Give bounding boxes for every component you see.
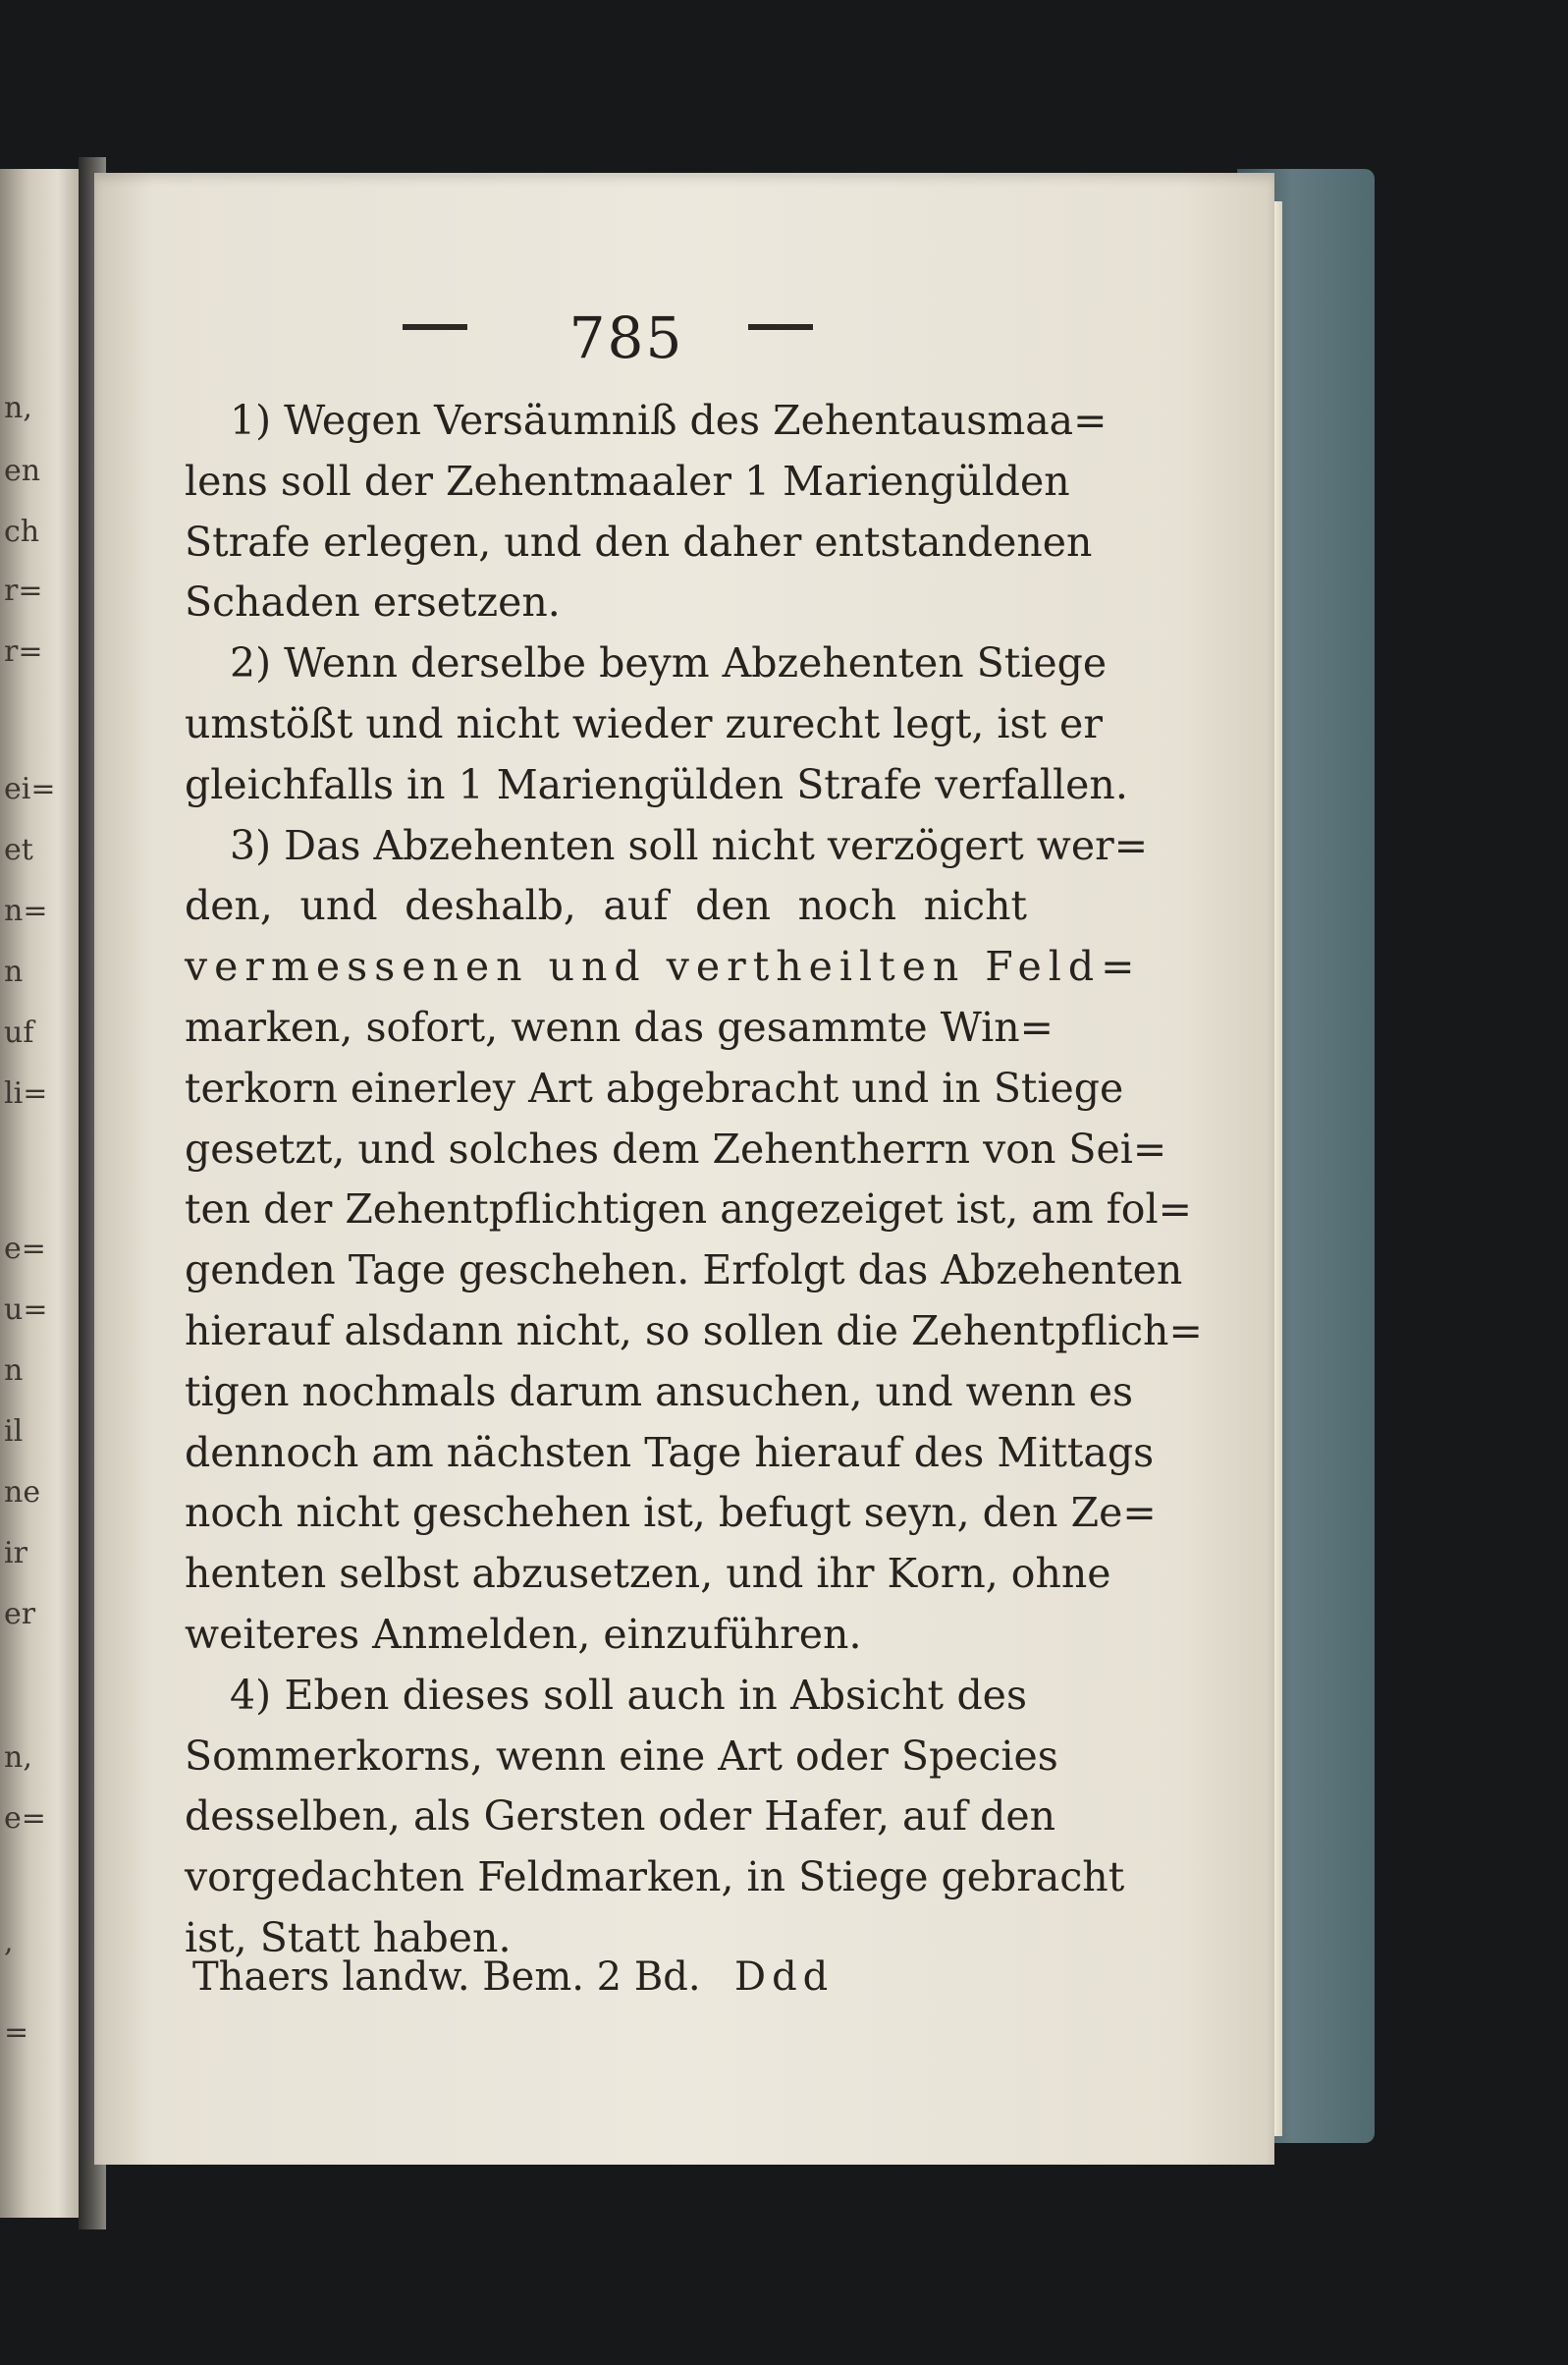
text-line: henten selbst abzusetzen, und ihr Korn, ohne xyxy=(185,1550,1111,1598)
text-line: vermessenen und vertheilten Feld= xyxy=(185,943,1142,991)
margin-fragment: n xyxy=(4,1353,24,1388)
margin-fragment: e= xyxy=(4,1801,46,1836)
text-line: terkorn einerley Art abgebracht und in Stiege xyxy=(185,1064,1124,1112)
margin-fragment: e= xyxy=(4,1232,46,1266)
margin-fragment: li= xyxy=(4,1076,48,1111)
text-line: gesetzt, und solches dem Zehentherrn von Sei= xyxy=(185,1125,1167,1173)
margin-fragment: il xyxy=(4,1414,24,1449)
text-line: Strafe erlegen, und den daher entstandenen xyxy=(185,518,1093,566)
text-line: 4) Eben dieses soll auch in Absicht des xyxy=(230,1671,1027,1719)
text-line: marken, sofort, wenn das gesammte Win= xyxy=(185,1003,1054,1051)
text-line: ten der Zehentpflichtigen angezeiget ist, am fol= xyxy=(185,1185,1192,1234)
margin-fragment: ir xyxy=(4,1536,27,1570)
text-line: 2) Wenn derselbe beym Abzehenten Stiege xyxy=(230,639,1108,688)
margin-fragment: et xyxy=(4,833,33,867)
header-dash-left xyxy=(403,324,467,330)
margin-fragment: r= xyxy=(4,634,43,669)
page-number: 785 xyxy=(568,304,684,371)
text-line: Schaden ersetzen. xyxy=(185,578,561,627)
text-line: 1) Wegen Versäumniß des Zehentausmaa= xyxy=(230,397,1108,444)
margin-fragment: n xyxy=(4,955,24,989)
page-footer xyxy=(0,1954,1568,2013)
margin-fragment: n= xyxy=(4,894,48,928)
sheet-signature-mark: Ddd xyxy=(734,1954,835,2000)
margin-fragment: ei= xyxy=(4,772,56,806)
text-line: den, und deshalb, auf den noch nicht xyxy=(185,882,1027,930)
margin-fragment: = xyxy=(4,2015,29,2050)
margin-fragment: ne xyxy=(4,1475,41,1510)
facing-page-edge xyxy=(0,169,82,2218)
text-line: hierauf alsdann nicht, so sollen die Zehentpflich= xyxy=(185,1306,1203,1354)
margin-fragment: er xyxy=(4,1597,36,1631)
footer-signature: Thaers landw. Bem. 2 Bd. xyxy=(192,1954,701,2000)
text-line: gleichfalls in 1 Mariengülden Strafe verfallen. xyxy=(185,760,1128,808)
text-line: 3) Das Abzehenten soll nicht verzögert wer= xyxy=(230,821,1149,869)
text-line: genden Tage geschehen. Erfolgt das Abzehenten xyxy=(185,1246,1183,1294)
text-line: vorgedachten Feldmarken, in Stiege gebracht xyxy=(185,1853,1125,1901)
header-dash-right xyxy=(748,324,813,330)
body-text xyxy=(185,391,1203,1969)
margin-fragment: n, xyxy=(4,1740,32,1775)
text-line: noch nicht geschehen ist, befugt seyn, den Ze= xyxy=(185,1489,1157,1537)
margin-fragment: uf xyxy=(4,1016,34,1050)
running-header xyxy=(0,304,1568,371)
text-line: desselben, als Gersten oder Hafer, auf den xyxy=(185,1792,1056,1841)
margin-fragment: ch xyxy=(4,515,40,549)
text-line: umstößt und nicht wieder zurecht legt, ist er xyxy=(185,699,1103,747)
margin-fragment: n, xyxy=(4,391,32,425)
text-line: dennoch am nächsten Tage hierauf des Mittags xyxy=(185,1428,1155,1476)
margin-fragment: , xyxy=(4,1925,14,1959)
text-line: lens soll der Zehentmaaler 1 Mariengülden xyxy=(185,457,1070,505)
text-line: ist, Statt haben. xyxy=(185,1913,512,1961)
text-line: tigen nochmals darum ansuchen, und wenn es xyxy=(185,1367,1134,1415)
text-line: Sommerkorns, wenn eine Art oder Species xyxy=(185,1732,1058,1780)
text-line: weiteres Anmelden, einzuführen. xyxy=(185,1610,862,1658)
margin-fragment: u= xyxy=(4,1292,48,1327)
margin-fragment: en xyxy=(4,454,41,488)
margin-fragment: r= xyxy=(4,574,43,608)
